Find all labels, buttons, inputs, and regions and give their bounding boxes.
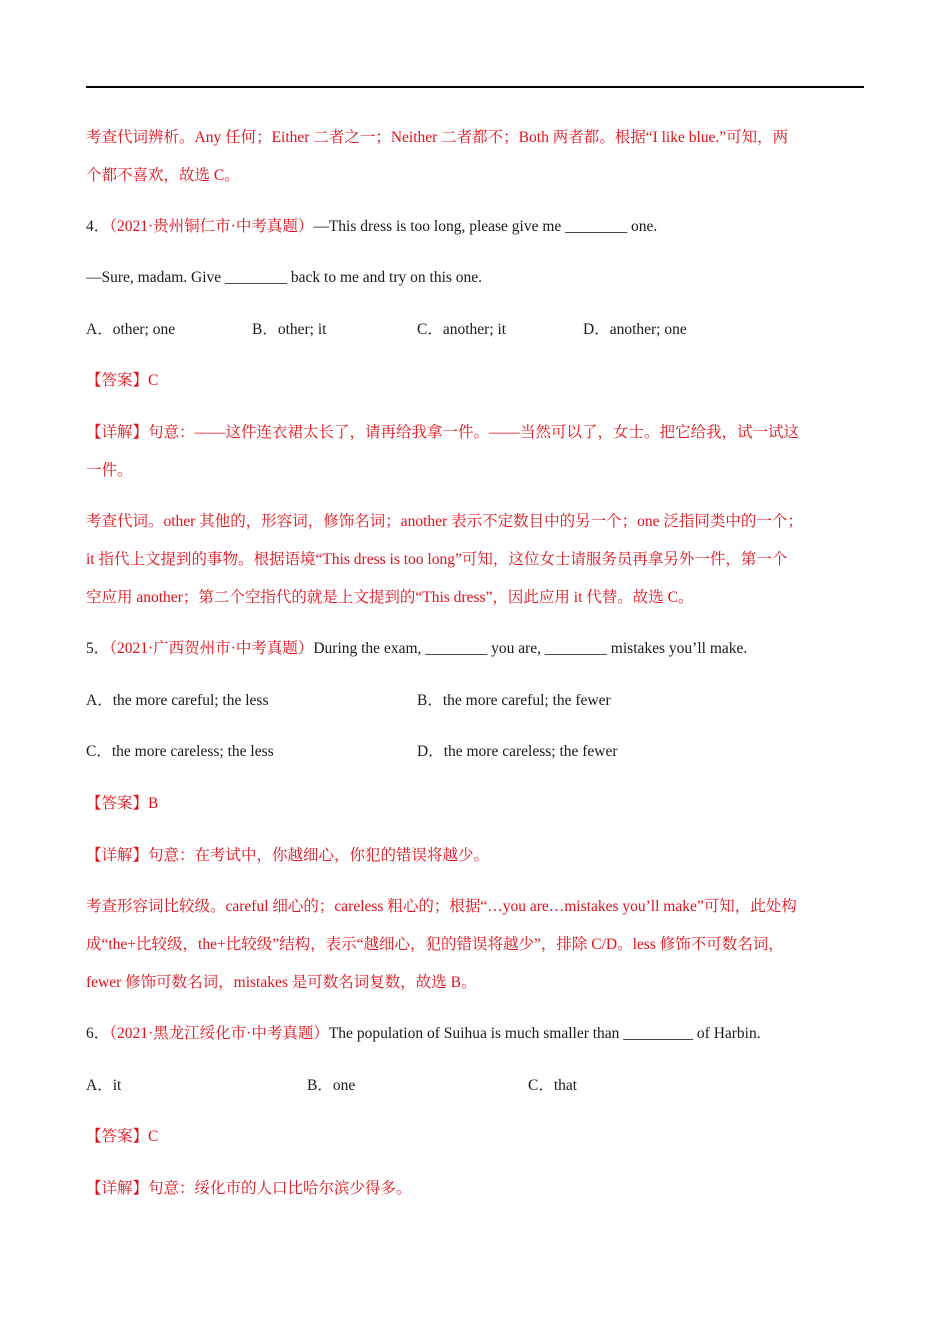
q4-stem: [86, 217, 657, 237]
q6-stem-text: The population of Suihua is much smaller than _________ of Harbin.: [328, 1025, 761, 1042]
q4-analysis-line2: it 指代上文提到的事物。根据语境“This dress is too long”可知，这位女士请服务员再拿另外一件，第一个: [86, 551, 788, 568]
q3-analysis-line1: 考查代词辨析。Any 任何；Either 二者之一；Neither 二者都不；Both 两者都。根据“I like blue.”可知，两: [86, 129, 789, 146]
q4-option-b: B．other; it: [252, 321, 327, 338]
q4-analysis-line1: 考查代词。other 其他的，形容词，修饰名词；another 表示不定数目中的另一个；one 泛指同类中的一个；: [86, 513, 803, 530]
q4-source: （2021·贵州铜仁市·中考真题）: [109, 218, 314, 235]
q6-option-a: A．it: [86, 1077, 122, 1094]
q5-option-a: A．the more careful; the less: [86, 692, 269, 709]
q4-stem-line2: —Sure, madam. Give ________ back to me and try on this one.: [86, 269, 483, 286]
q4-option-a: A．other; one: [86, 321, 176, 338]
q5-source: （2021·广西贺州市·中考真题）: [109, 640, 314, 657]
q5-answer: 【答案】B: [86, 795, 159, 812]
q4-number: 4．: [86, 218, 110, 235]
q5-detail: 【详解】句意：在考试中，你越细心，你犯的错误将越少。: [86, 847, 490, 864]
q5-stem-text: During the exam, ________ you are, ________ mistakes you’ll make.: [313, 640, 748, 657]
q5-number: 5．: [86, 640, 110, 657]
header-rule: [86, 86, 864, 88]
q6-source: （2021·黑龙江绥化市·中考真题）: [109, 1025, 329, 1042]
q5-analysis-line2: 成“the+比较级，the+比较级”结构，表示“越细心，犯的错误将越少”，排除 C/D。less 修饰不可数名词，: [86, 936, 784, 953]
q4-option-c: C．another; it: [417, 321, 507, 338]
q5-stem: [86, 639, 747, 659]
q4-analysis-line3: 空应用 another；第二个空指代的就是上文提到的“This dress”，因此应用 it 代替。故选 C。: [86, 589, 694, 606]
q6-option-c: C．that: [528, 1077, 578, 1094]
q4-answer: 【答案】C: [86, 372, 159, 389]
q6-number: 6．: [86, 1025, 110, 1042]
q3-analysis-line2: 个都不喜欢，故选 C。: [86, 167, 240, 184]
q4-detail-line1: 【详解】句意：——这件连衣裙太长了，请再给我拿一件。——当然可以了，女士。把它给我，试一试这: [86, 424, 800, 441]
q4-stem-text: —This dress is too long, please give me ________ one.: [313, 218, 658, 235]
q5-option-c: C．the more careless; the less: [86, 743, 274, 760]
q6-detail: 【详解】句意：绥化市的人口比哈尔滨少得多。: [86, 1180, 412, 1197]
q4-detail-line2: 一件。: [86, 462, 133, 479]
q5-analysis-line1: 考查形容词比较级。careful 细心的；careless 粗心的；根据“…you are…mistakes you’ll make”可知，此处构: [86, 898, 797, 915]
q6-option-b: B．one: [307, 1077, 356, 1094]
q5-option-b: B．the more careful; the fewer: [417, 692, 611, 709]
q6-answer: 【答案】C: [86, 1128, 159, 1145]
q6-stem: [86, 1024, 761, 1044]
q5-option-d: D．the more careless; the fewer: [417, 743, 618, 760]
q5-analysis-line3: fewer 修饰可数名词，mistakes 是可数名词复数，故选 B。: [86, 974, 477, 991]
q4-option-d: D．another; one: [583, 321, 687, 338]
